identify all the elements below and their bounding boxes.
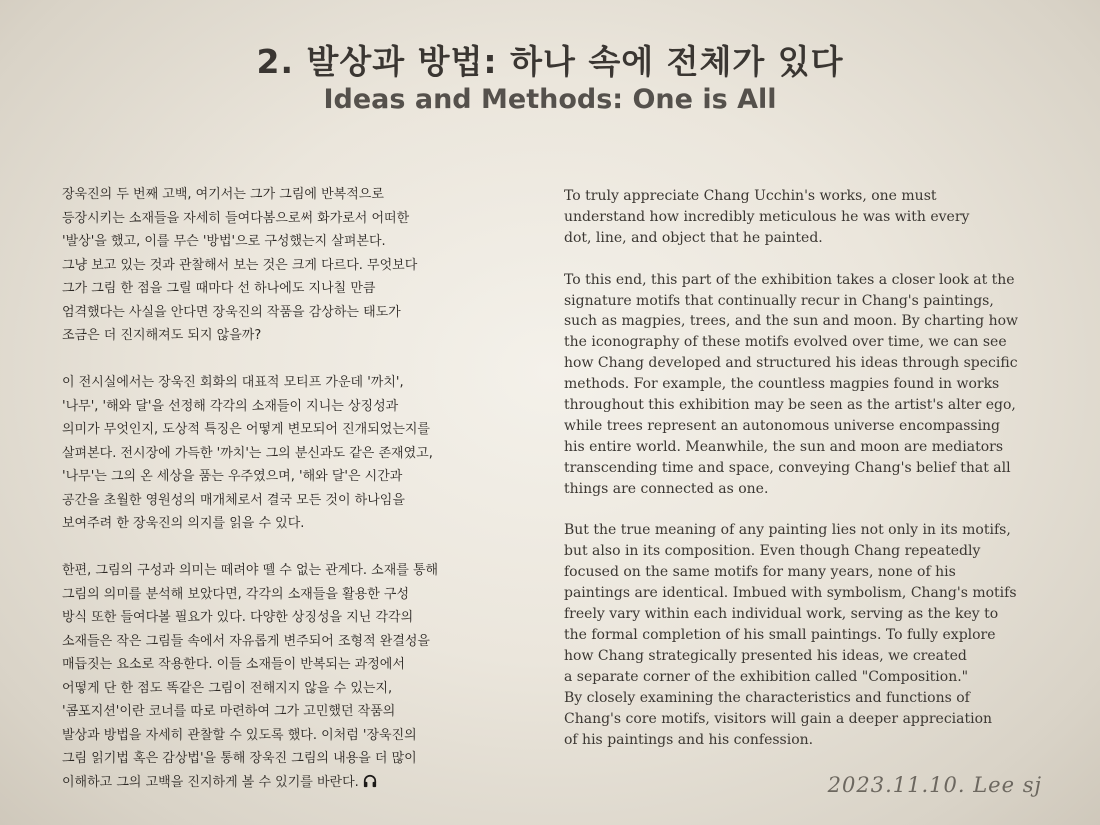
english-text-line: his entire world. Meanwhile, the sun and moon are mediators — [564, 438, 1004, 455]
english-text-line: the formal completion of his small paintings. To fully explore — [564, 627, 996, 643]
english-text-line: a separate corner of the exhibition called "Composition." — [564, 668, 969, 685]
korean-text-line: 어떻게 단 한 점도 똑같은 그림이 전해지지 않을 수 있는지, — [62, 680, 393, 696]
korean-text-line: 그림 읽기법 혹은 감상법'을 통해 장욱진 그림의 내용을 더 많이 — [62, 751, 417, 766]
english-text-line: dot, line, and object that he painted. — [564, 229, 823, 246]
english-text-line: Chang's core motifs, visitors will gain a deeper appreciation — [564, 710, 993, 727]
english-text-paragraph — [564, 270, 1034, 500]
korean-text-line: 살펴본다. 전시장에 가득한 '까치'는 그의 분신과도 같은 존재였고, — [62, 445, 433, 461]
english-text-line: By closely examining the characteristics and functions of — [564, 689, 970, 706]
korean-text-paragraph — [62, 559, 532, 794]
headphones-icon — [363, 774, 377, 788]
english-text-line: paintings are identical. Imbued with symbolism, Chang's motifs — [564, 585, 1017, 602]
korean-text-line: 이 전시실에서는 장욱진 회화의 대표적 모티프 가운데 '까치', — [62, 375, 404, 390]
korean-text-line: 소재들은 작은 그림들 속에서 자유롭게 변주되어 조형적 완결성을 — [62, 633, 430, 649]
english-text-line: focused on the same motifs for many years, none of his — [564, 564, 956, 581]
korean-text-line: 이해하고 그의 고백을 진지하게 볼 수 있기를 바란다. — [62, 771, 532, 795]
korean-text-line: 한편, 그림의 구성과 의미는 떼려야 뗄 수 없는 관계다. 소재를 통해 — [62, 563, 439, 578]
english-text-line: the iconography of these motifs evolved over time, we can see — [564, 334, 1007, 351]
korean-text-line: 보여주려 한 장욱진의 의지를 읽을 수 있다. — [62, 516, 305, 531]
english-text-line: throughout this exhibition may be seen as the artist's alter ego, — [564, 397, 1016, 414]
korean-text-line: 매듭짓는 요소로 작용한다. 이들 소재들이 반복되는 과정에서 — [62, 657, 405, 672]
english-text-line: how Chang developed and structured his ideas through specific — [564, 355, 1018, 372]
korean-text-paragraph — [62, 183, 532, 348]
photo-date-stamp: 2023.11.10. Lee sj — [827, 773, 1042, 797]
korean-text-paragraph — [62, 371, 532, 536]
korean-text-line: 발상과 방법을 자세히 관찰할 수 있도록 했다. 이처럼 '장욱진의 — [62, 727, 417, 743]
english-text-line: while trees represent an autonomous universe encompassing — [564, 417, 1001, 434]
english-text-paragraph — [564, 186, 1034, 249]
korean-text-line: 장욱진의 두 번째 고백, 여기서는 그가 그림에 반복적으로 — [62, 187, 384, 202]
english-text-paragraph — [564, 520, 1034, 750]
korean-text-line: '콤포지션'이란 코너를 따로 마련하여 그가 고민했던 작품의 — [62, 704, 396, 719]
exhibit-title-english: Ideas and Methods: One is All — [323, 84, 777, 115]
korean-text-line: '발상'을 했고, 이를 무슨 '방법'으로 구성했는지 살펴본다. — [62, 234, 386, 249]
korean-text-line: '나무'는 그의 온 세상을 품는 우주였으며, '해와 달'은 시간과 — [62, 469, 403, 484]
korean-text-line: 그림의 의미를 분석해 보았다면, 각각의 소재들을 활용한 구성 — [62, 586, 410, 602]
korean-text-line: 조금은 더 진지해져도 되지 않을까? — [62, 328, 262, 343]
korean-text-line: 엄격했다는 사실을 안다면 장욱진의 작품을 감상하는 태도가 — [62, 304, 401, 320]
korean-text-line: 공간을 초월한 영원성의 매개체로서 결국 모든 것이 하나임을 — [62, 492, 405, 508]
english-text-line: signature motifs that continually recur in Chang's paintings, — [564, 292, 994, 309]
korean-text-column — [62, 183, 532, 818]
korean-text-line: 그냥 보고 있는 것과 관찰해서 보는 것은 크게 다르다. 무엇보다 — [62, 257, 418, 273]
english-text-line: methods. For example, the countless magpies found in works — [564, 376, 1000, 393]
korean-text-line: 방식 또한 들여다볼 필요가 있다. 다양한 상징성을 지닌 각각의 — [62, 610, 414, 625]
english-text-line: To truly appreciate Chang Ucchin's works, one must — [564, 188, 937, 204]
english-text-line: freely vary within each individual work, serving as the key to — [564, 606, 999, 623]
english-text-line: things are connected as one. — [564, 480, 769, 497]
english-text-column — [564, 186, 1034, 771]
korean-text-line: 등장시키는 소재들을 자세히 들여다봄으로써 화가로서 어떠한 — [62, 210, 410, 226]
english-text-line: of his paintings and his confession. — [564, 731, 814, 748]
korean-text-line: 의미가 무엇인지, 도상적 특징은 어떻게 변모되어 진개되었는지를 — [62, 422, 430, 437]
english-text-line: but also in its composition. Even though Chang repeatedly — [564, 543, 981, 560]
english-text-line: understand how incredibly meticulous he was with every — [564, 208, 970, 225]
english-text-line: But the true meaning of any painting lies not only in its motifs, — [564, 522, 1011, 539]
english-text-line: To this end, this part of the exhibition takes a closer look at the — [564, 271, 1015, 288]
english-text-line: how Chang strategically presented his ideas, we created — [564, 647, 967, 664]
english-text-line: transcending time and space, conveying Chang's belief that all — [564, 459, 1011, 476]
exhibit-title-korean: 2. 발상과 방법: 하나 속에 전체가 있다 — [256, 42, 844, 81]
korean-text-line: '나무', '해와 달'을 선정해 각각의 소재들이 지니는 상징성과 — [62, 398, 399, 414]
korean-text-line: 그가 그림 한 점을 그릴 때마다 선 하나에도 지나칠 만큼 — [62, 281, 376, 296]
english-text-line: such as magpies, trees, and the sun and moon. By charting how — [564, 313, 1019, 330]
